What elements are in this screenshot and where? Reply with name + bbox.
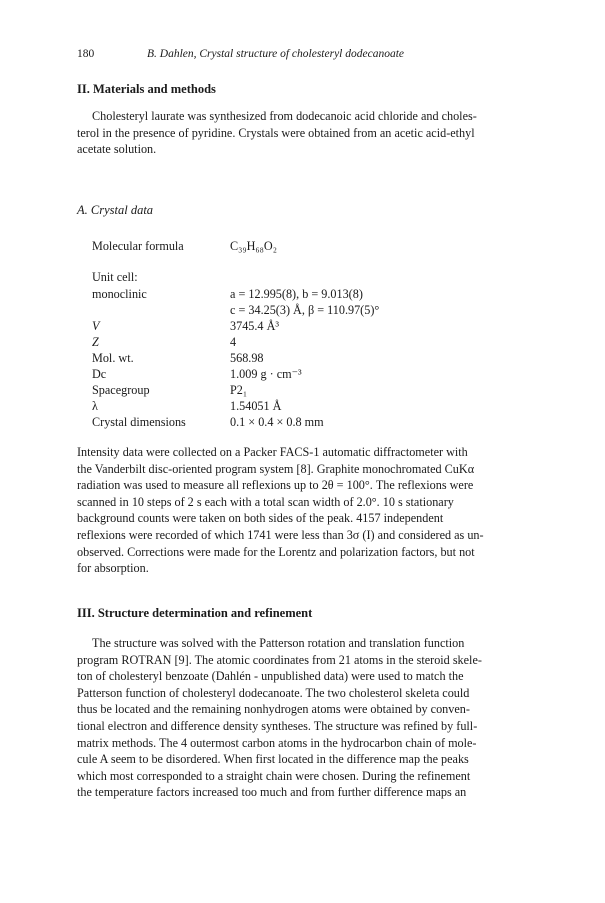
text-line: the Vanderbilt disc-oriented program system [8]. Graphite monochromated CuKα <box>77 461 475 476</box>
subsection-heading-crystal-data: A. Crystal data <box>77 203 154 217</box>
page-number: 180 <box>77 48 95 60</box>
table-label: Spacegroup <box>92 383 150 397</box>
table-label: V <box>92 319 100 333</box>
text-line: scanned in 10 steps of 2 s each with a total scan width of 2.0°. 10 s stationary <box>77 494 454 509</box>
text-line: radiation was used to measure all reflexions up to 2θ = 100°. The reflexions were <box>77 478 474 493</box>
intensity-paragraph <box>77 444 545 577</box>
running-title: B. Dahlen, Crystal structure of cholesteryl dodecanoate <box>147 48 404 60</box>
text-line: ton of cholesteryl benzoate (Dahlén - unpublished data) were used to match the <box>77 669 464 684</box>
text-line: reflexions were recorded of which 1741 were less than 3σ (I) and considered as un- <box>77 527 484 542</box>
structure-paragraph <box>77 635 545 801</box>
intro-paragraph <box>77 108 545 158</box>
text-line: terol in the presence of pyridine. Crystals were obtained from an acetic acid-ethyl <box>77 125 475 140</box>
table-value: 4 <box>230 335 237 349</box>
table-label: Molecular formula <box>92 239 184 253</box>
table-label: Z <box>92 335 99 349</box>
table-label: Dc <box>92 367 107 381</box>
text-line: for absorption. <box>77 561 149 576</box>
table-label: Mol. wt. <box>92 351 134 365</box>
table-value: 1.54051 Å <box>230 399 282 413</box>
text-line: Cholesteryl laurate was synthesized from dodecanoic acid chloride and choles- <box>92 109 477 123</box>
text-line: the temperature factors increased too much and from further difference maps an <box>77 785 467 800</box>
table-value: C₃₉H₆₈O₂ <box>230 239 277 253</box>
table-value: 1.009 g · cm⁻³ <box>230 367 302 381</box>
table-value: P2₁ <box>230 383 248 397</box>
table-value: 3745.4 Å³ <box>230 319 280 333</box>
text-line: which most corresponded to a straight chain were chosen. During the refinement <box>77 768 471 783</box>
text-line: tional electron and difference density syntheses. The structure was refined by full- <box>77 718 478 733</box>
text-line: Patterson function of cholesteryl dodecanoate. The two cholesterol skeleta could <box>77 685 470 700</box>
table-label: Unit cell: <box>92 270 138 284</box>
table-value: a = 12.995(8), b = 9.013(8) <box>230 287 363 301</box>
table-label: monoclinic <box>92 287 147 301</box>
text-line: matrix methods. The 4 outermost carbon atoms in the hydrocarbon chain of mole- <box>77 735 477 750</box>
section-heading-structure-determination: III. Structure determination and refinement <box>77 606 313 620</box>
text-line: Intensity data were collected on a Packer FACS-1 automatic diffractometer with <box>77 445 468 459</box>
text-line: acetate solution. <box>77 142 157 157</box>
table-value: 0.1 × 0.4 × 0.8 mm <box>230 415 324 429</box>
table-value: 568.98 <box>230 351 264 365</box>
text-line: observed. Corrections were made for the Lorentz and polarization factors, but not <box>77 544 475 559</box>
table-label: λ <box>92 399 98 413</box>
table-label: Crystal dimensions <box>92 415 186 429</box>
text-line: cule A seem to be disordered. When first located in the difference map the peaks <box>77 752 469 767</box>
text-line: The structure was solved with the Patterson rotation and translation function <box>92 636 465 650</box>
text-line: background counts were taken on both sides of the peak. 4157 independent <box>77 511 444 526</box>
text-line: program ROTRAN [9]. The atomic coordinates from 21 atoms in the steroid skele- <box>77 652 482 667</box>
text-line: thus be located and the remaining nonhydrogen atoms were obtained by conven- <box>77 702 470 717</box>
table-value: c = 34.25(3) Å, β = 110.97(5)° <box>230 303 380 317</box>
section-heading-materials-methods: II. Materials and methods <box>77 82 216 96</box>
